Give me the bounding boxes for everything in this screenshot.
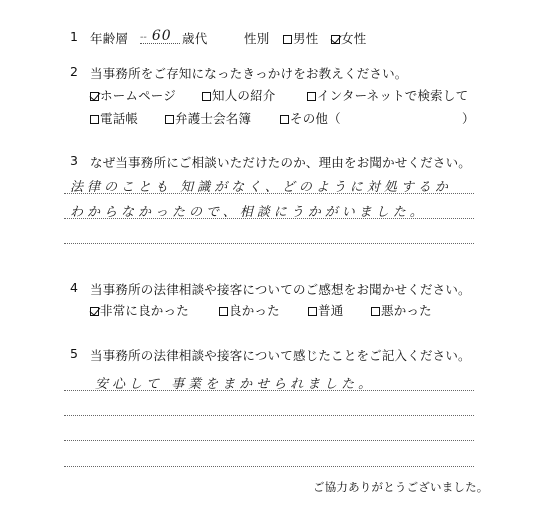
age-answer-field[interactable] xyxy=(140,25,180,44)
option-label: 良かった xyxy=(229,303,280,318)
rating-option-average[interactable] xyxy=(308,301,343,319)
option-label: 非常に良かった xyxy=(100,303,189,318)
q3-answer-line-3[interactable] xyxy=(64,243,474,244)
q1-age-suffix: 歳代 xyxy=(182,31,208,46)
q5-answer-line-4[interactable] xyxy=(64,466,474,467)
q3-answer-text-1: 法律のことも 知識がなく、どのように対処するか xyxy=(70,180,452,195)
option-label: 普通 xyxy=(318,303,344,318)
checkbox-referral[interactable] xyxy=(202,92,211,101)
rating-option-very-good[interactable] xyxy=(90,301,189,319)
q3-answer-text-2: わからなかったので、相談にうかがいました。 xyxy=(70,205,427,220)
q2-number: 2 xyxy=(70,64,78,79)
q5-answer-line-3[interactable] xyxy=(64,440,474,441)
checkbox-average[interactable] xyxy=(308,307,317,316)
option-label: 電話帳 xyxy=(100,111,139,126)
source-option-phonebook[interactable] xyxy=(90,109,138,127)
gender-option-female[interactable] xyxy=(331,29,366,47)
source-option-bar-directory[interactable] xyxy=(165,109,251,127)
checkbox-very-good-checked[interactable] xyxy=(90,307,99,316)
source-option-referral[interactable] xyxy=(202,86,276,104)
q1-gender-label: 性別 xyxy=(244,31,270,46)
q1-number: 1 xyxy=(70,29,78,44)
option-label: 女性 xyxy=(341,31,367,46)
option-label: 知人の紹介 xyxy=(212,88,276,103)
other-close-paren: ） xyxy=(462,111,475,126)
q5-number: 5 xyxy=(70,346,78,361)
q3-number: 3 xyxy=(70,153,78,168)
checkbox-good[interactable] xyxy=(219,307,228,316)
thanks-message: ご協力ありがとうございました。 xyxy=(313,480,489,494)
source-option-other[interactable] xyxy=(280,109,341,127)
option-label: 弁護士会名簿 xyxy=(175,111,252,126)
q1-age-label: 年齢層 xyxy=(90,31,129,46)
option-label: ホームページ xyxy=(100,88,176,103)
q5-answer-text-1: 安心して 事業をまかせられました。 xyxy=(95,377,376,392)
checkbox-male[interactable] xyxy=(283,35,292,44)
checkbox-bar-directory[interactable] xyxy=(165,115,174,124)
option-label: インターネットで検索して xyxy=(317,88,469,103)
q3-question: なぜ当事務所にご相談いただけたのか、理由をお聞かせください。 xyxy=(90,155,472,170)
q5-question: 当事務所の法律相談や接客について感じたことをご記入ください。 xyxy=(90,348,471,363)
age-prefix: -- xyxy=(140,32,147,43)
q4-number: 4 xyxy=(70,280,78,295)
q5-answer-line-2[interactable] xyxy=(64,415,474,416)
gender-option-male[interactable] xyxy=(283,29,318,47)
checkbox-internet[interactable] xyxy=(307,92,316,101)
checkbox-female-checked[interactable] xyxy=(331,35,340,44)
source-option-internet[interactable] xyxy=(307,86,468,104)
rating-option-good[interactable] xyxy=(219,301,280,319)
checkbox-other[interactable] xyxy=(280,115,289,124)
q4-question: 当事務所の法律相談や接客についてのご感想をお聞かせください。 xyxy=(90,282,471,297)
source-option-homepage[interactable] xyxy=(90,86,176,104)
q2-question: 当事務所をご存知になったきっかけをお教えください。 xyxy=(90,66,408,81)
option-label: その他（ xyxy=(290,111,341,126)
checkbox-homepage-checked[interactable] xyxy=(90,92,99,101)
option-label: 男性 xyxy=(293,31,319,46)
age-value: 60 xyxy=(151,28,172,44)
option-label: 悪かった xyxy=(381,303,432,318)
checkbox-phonebook[interactable] xyxy=(90,115,99,124)
checkbox-bad[interactable] xyxy=(371,307,380,316)
rating-option-bad[interactable] xyxy=(371,301,432,319)
